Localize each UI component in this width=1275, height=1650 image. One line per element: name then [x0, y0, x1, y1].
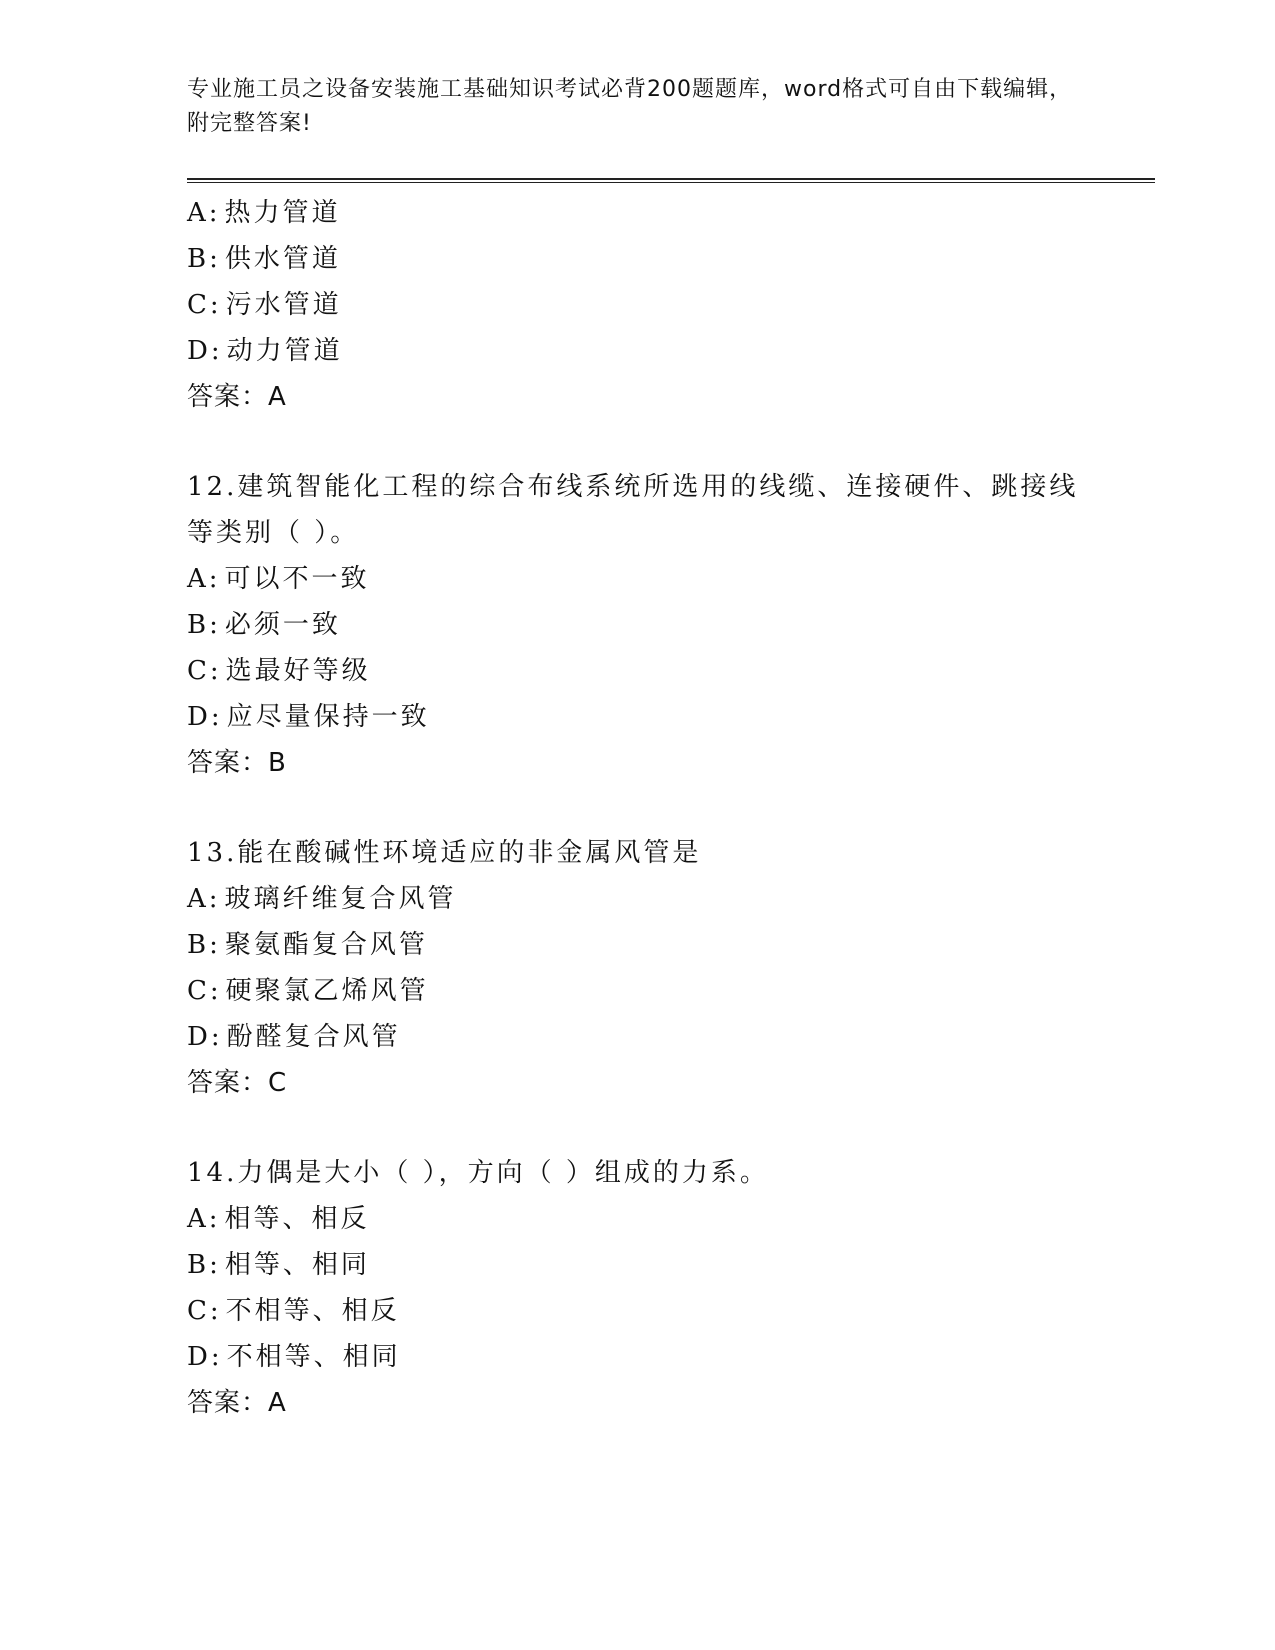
- header-divider: [187, 178, 1155, 183]
- option-b: B: 供水管道: [187, 244, 341, 274]
- option-a: A: 玻璃纤维复合风管: [187, 884, 457, 914]
- option-c: C: 硬聚氯乙烯风管: [187, 976, 429, 1006]
- question-title: 14.力偶是大小（ ），方向（ ）组成的力系。: [187, 1158, 769, 1188]
- option-a: A: 相等、相反: [187, 1204, 370, 1234]
- option-c: C: 选最好等级: [187, 656, 371, 686]
- answer-line: 答案：A: [187, 1388, 287, 1418]
- option-b: B: 聚氨酯复合风管: [187, 930, 428, 960]
- option-b: B: 相等、相同: [187, 1250, 370, 1280]
- option-d: D: 应尽量保持一致: [187, 702, 430, 732]
- option-b: B: 必须一致: [187, 610, 341, 640]
- option-d: D: 不相等、相同: [187, 1342, 401, 1372]
- option-a: A: 热力管道: [187, 198, 341, 228]
- question-title: 13.能在酸碱性环境适应的非金属风管是: [187, 838, 702, 868]
- answer-line: 答案：C: [187, 1068, 288, 1098]
- answer-line: 答案：A: [187, 382, 287, 412]
- document-header: 专业施工员之设备安装施工基础知识考试必背200题题库，word格式可自由下载编辑，附完整答案!: [187, 77, 1073, 136]
- question-title: 12.建筑智能化工程的综合布线系统所选用的线缆、连接硬件、跳接线等类别（ ）。: [187, 472, 1079, 548]
- option-a: A: 可以不一致: [187, 564, 370, 594]
- answer-line: 答案：B: [187, 748, 287, 778]
- question-list: [187, 190, 1087, 1426]
- question-block: [187, 464, 1087, 786]
- option-d: D: 酚醛复合风管: [187, 1022, 401, 1052]
- question-block: [187, 830, 1087, 1106]
- option-d: D: 动力管道: [187, 336, 343, 366]
- question-block: [187, 1150, 1087, 1426]
- option-c: C: 污水管道: [187, 290, 342, 320]
- question-block: [187, 190, 1087, 420]
- option-c: C: 不相等、相反: [187, 1296, 400, 1326]
